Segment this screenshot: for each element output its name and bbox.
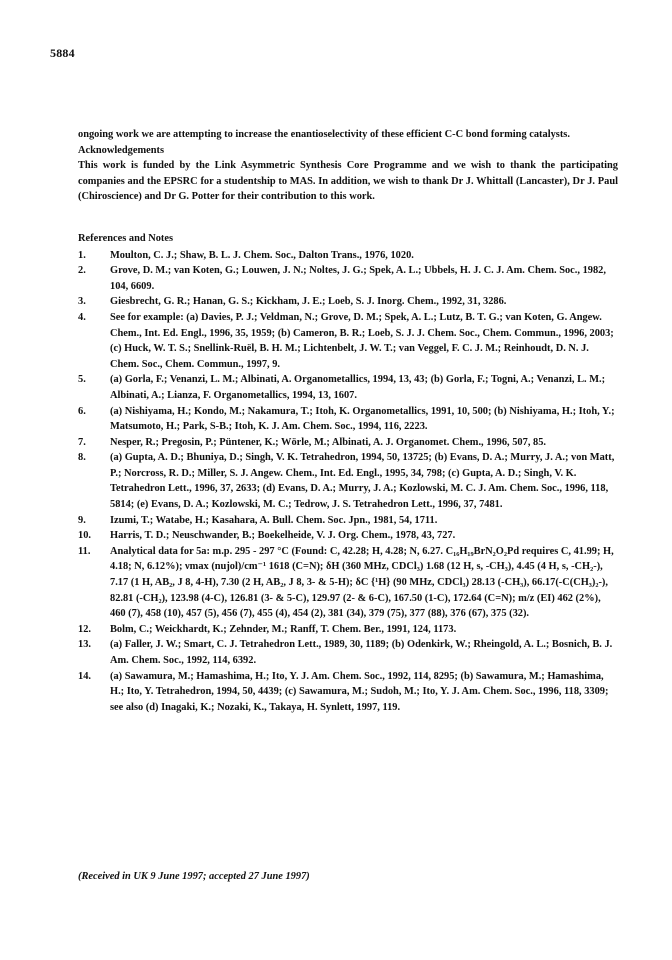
reference-item [78, 513, 618, 529]
acknowledgements-text: This work is funded by the Link Asymmetric Synthesis Core Programme and we wish to thank the participating companies and the EPSRC for a studentship to MAS. In addition, we wish to thank Dr J. Whittall (Lancaster), Dr J. Paul (Chiroscience) and Dr G. Potter for their contribution to this work. [78, 160, 618, 203]
reference-text: (a) Gorla, F.; Venanzi, L. M.; Albinati, A. Organometallics, 1994, 13, 43; (b) Gorla, F.; Togni, A.; Venanzi, L. M.; Albinati, A.; Lianza, F. Organometallics, 1994, 13, 1607. [110, 374, 606, 401]
article-body [78, 127, 618, 715]
reference-number: 8. [78, 452, 86, 464]
reference-text: Moulton, C. J.; Shaw, B. L. J. Chem. Soc., Dalton Trans., 1976, 1020. [110, 249, 414, 261]
reference-number: 12. [78, 623, 91, 635]
reference-item [78, 248, 618, 264]
reference-number: 11. [78, 545, 91, 557]
acknowledgements-heading: Acknowledgements [78, 144, 165, 156]
reference-number: 7. [78, 436, 86, 448]
received-note: (Received in UK 9 June 1997; accepted 27 June 1997) [78, 871, 310, 882]
reference-number: 5. [78, 374, 86, 386]
references-heading: References and Notes [78, 232, 174, 244]
reference-item [78, 310, 618, 372]
reference-text: (a) Sawamura, M.; Hamashima, H.; Ito, Y. J. Am. Chem. Soc., 1992, 114, 8295; (b) Sawamura, M.; Hamashima, H.; Ito, Y. Tetrahedron, 1994, 50, 4439; (c) Sawamura, M.; Sudoh, M.; Ito, Y. J. Am. Chem. Soc., 1996, 118, 3309; see also (d) Inagaki, K.; Nozaki, K., Takaya, H. Synlett, 1997, 119. [110, 670, 609, 713]
reference-item [78, 622, 618, 638]
reference-number: 9. [78, 514, 86, 526]
reference-item [78, 263, 618, 294]
reference-text: Grove, D. M.; van Koten, G.; Louwen, J. N.; Noltes, J. G.; Spek, A. L.; Ubbels, H. J. C. J. Am. Chem. Soc., 1982, 104, 6609. [110, 265, 606, 292]
reference-text: Izumi, T.; Watabe, H.; Kasahara, A. Bull. Chem. Soc. Jpn., 1981, 54, 1711. [110, 514, 438, 526]
reference-number: 14. [78, 670, 91, 682]
references-list [78, 248, 618, 716]
page-number: 5884 [50, 46, 75, 60]
reference-text: Giesbrecht, G. R.; Hanan, G. S.; Kickham, J. E.; Loeb, S. J. Inorg. Chem., 1992, 31, 3286. [110, 296, 507, 308]
reference-number: 1. [78, 249, 86, 261]
reference-item [78, 637, 618, 668]
reference-number: 6. [78, 405, 86, 417]
reference-text: Harris, T. D.; Neuschwander, B.; Boekelheide, V. J. Org. Chem., 1978, 43, 727. [110, 530, 456, 542]
reference-text: (a) Gupta, A. D.; Bhuniya, D.; Singh, V. K. Tetrahedron, 1994, 50, 13725; (b) Evans, D. A.; Murry, J. A.; von Matt, P.; Norcross, R. D.; Miller, S. J. Angew. Chem., Int. Ed. Engl., 1995, 34, 798; (c) Gupta, A. D.; Singh, V. K. Tetrahedron Lett., 1996, 37, 2633; (d) Evans, D. A.; Murry, J. A.; Kozlowski, M. C. J. Am. Chem. Soc., 1996, 118, 5814; (e) Evans, D. A.; Kozlowski, M. C.; Tedrow, J. S. Tetrahedron Lett., 1996, 37, 7481. [110, 452, 615, 511]
reference-number: 3. [78, 296, 86, 308]
reference-text: Nesper, R.; Pregosin, P.; Püntener, K.; Wörle, M.; Albinati, A. J. Organomet. Chem., 1996, 507, 85. [110, 436, 546, 448]
reference-item [78, 528, 618, 544]
reference-item [78, 372, 618, 403]
reference-number: 2. [78, 265, 86, 277]
reference-item [78, 669, 618, 716]
reference-item [78, 544, 618, 622]
intro-paragraph: ongoing work we are attempting to increase the enantioselectivity of these efficient C-C bond forming catalysts. [78, 129, 570, 140]
reference-item [78, 450, 618, 512]
reference-number: 13. [78, 639, 91, 651]
reference-number: 10. [78, 530, 91, 542]
reference-text: Analytical data for 5a: m.p. 295 - 297 °C (Found: C, 42.28; H, 4.28; N, 6.27. C₁₆H₁₉BrN₂O₂Pd requires C, 41.99; H, 4.18; N, 6.12%); νmax (nujol)/cm⁻¹ 1618 (C=N); δH (360 MHz, CDCl₃) 1.68 (12 H, s, -CH₃), 4.45 (4 H, s, -CH₂-), 7.17 (1 H, AB₂, J 8, 4-H), 7.30 (2 H, AB₂, J 8, 3- & 5-H); δC {¹H} (90 MHz, CDCl₃) 28.13 (-CH₃), 66.17(-C(CH₃)₂-), 82.81 (-CH₂), 123.98 (4-C), 126.81 (3- & 5-C), 129.97 (2- & 6-C), 167.50 (1-C), 172.64 (C=N); m/z (EI) 462 (2%), 460 (7), 458 (10), 457 (5), 456 (7), 455 (4), 454 (2), 381 (34), 379 (75), 377 (88), 376 (67), 375 (32). [110, 545, 614, 620]
reference-item [78, 294, 618, 310]
reference-item [78, 404, 618, 435]
reference-item [78, 435, 618, 451]
reference-text: (a) Faller, J. W.; Smart, C. J. Tetrahedron Lett., 1989, 30, 1189; (b) Odenkirk, W.; Rheingold, A. L.; Bosnich, B. J. Am. Chem. Soc., 1992, 114, 6392. [110, 639, 613, 666]
reference-number: 4. [78, 311, 86, 323]
reference-text: Bolm, C.; Weickhardt, K.; Zehnder, M.; Ranff, T. Chem. Ber., 1991, 124, 1173. [110, 623, 457, 635]
reference-text: See for example: (a) Davies, P. J.; Veldman, N.; Grove, D. M.; Spek, A. L.; Lutz, B. T. G.; van Koten, G. Angew. Chem., Int. Ed. Engl., 1996, 35, 1959; (b) Cameron, B. R.; Loeb, S. J. J. Chem. Soc., Chem. Commun., 1996, 2003; (c) Huck, W. T. S.; Snellink-Ruël, B. H. M.; Lichtenbelt, J. W. T.; van Veggel, F. C. J. M.; Reinhoudt, D. N. J. Chem. Soc., Chem. Commun., 1997, 9. [110, 311, 614, 370]
reference-text: (a) Nishiyama, H.; Kondo, M.; Nakamura, T.; Itoh, K. Organometallics, 1991, 10, 500; (b) Nishiyama, H.; Itoh, Y.; Matsumoto, H.; Park, S-B.; Itoh, K. J. Am. Chem. Soc., 1994, 116, 2223. [110, 405, 615, 433]
